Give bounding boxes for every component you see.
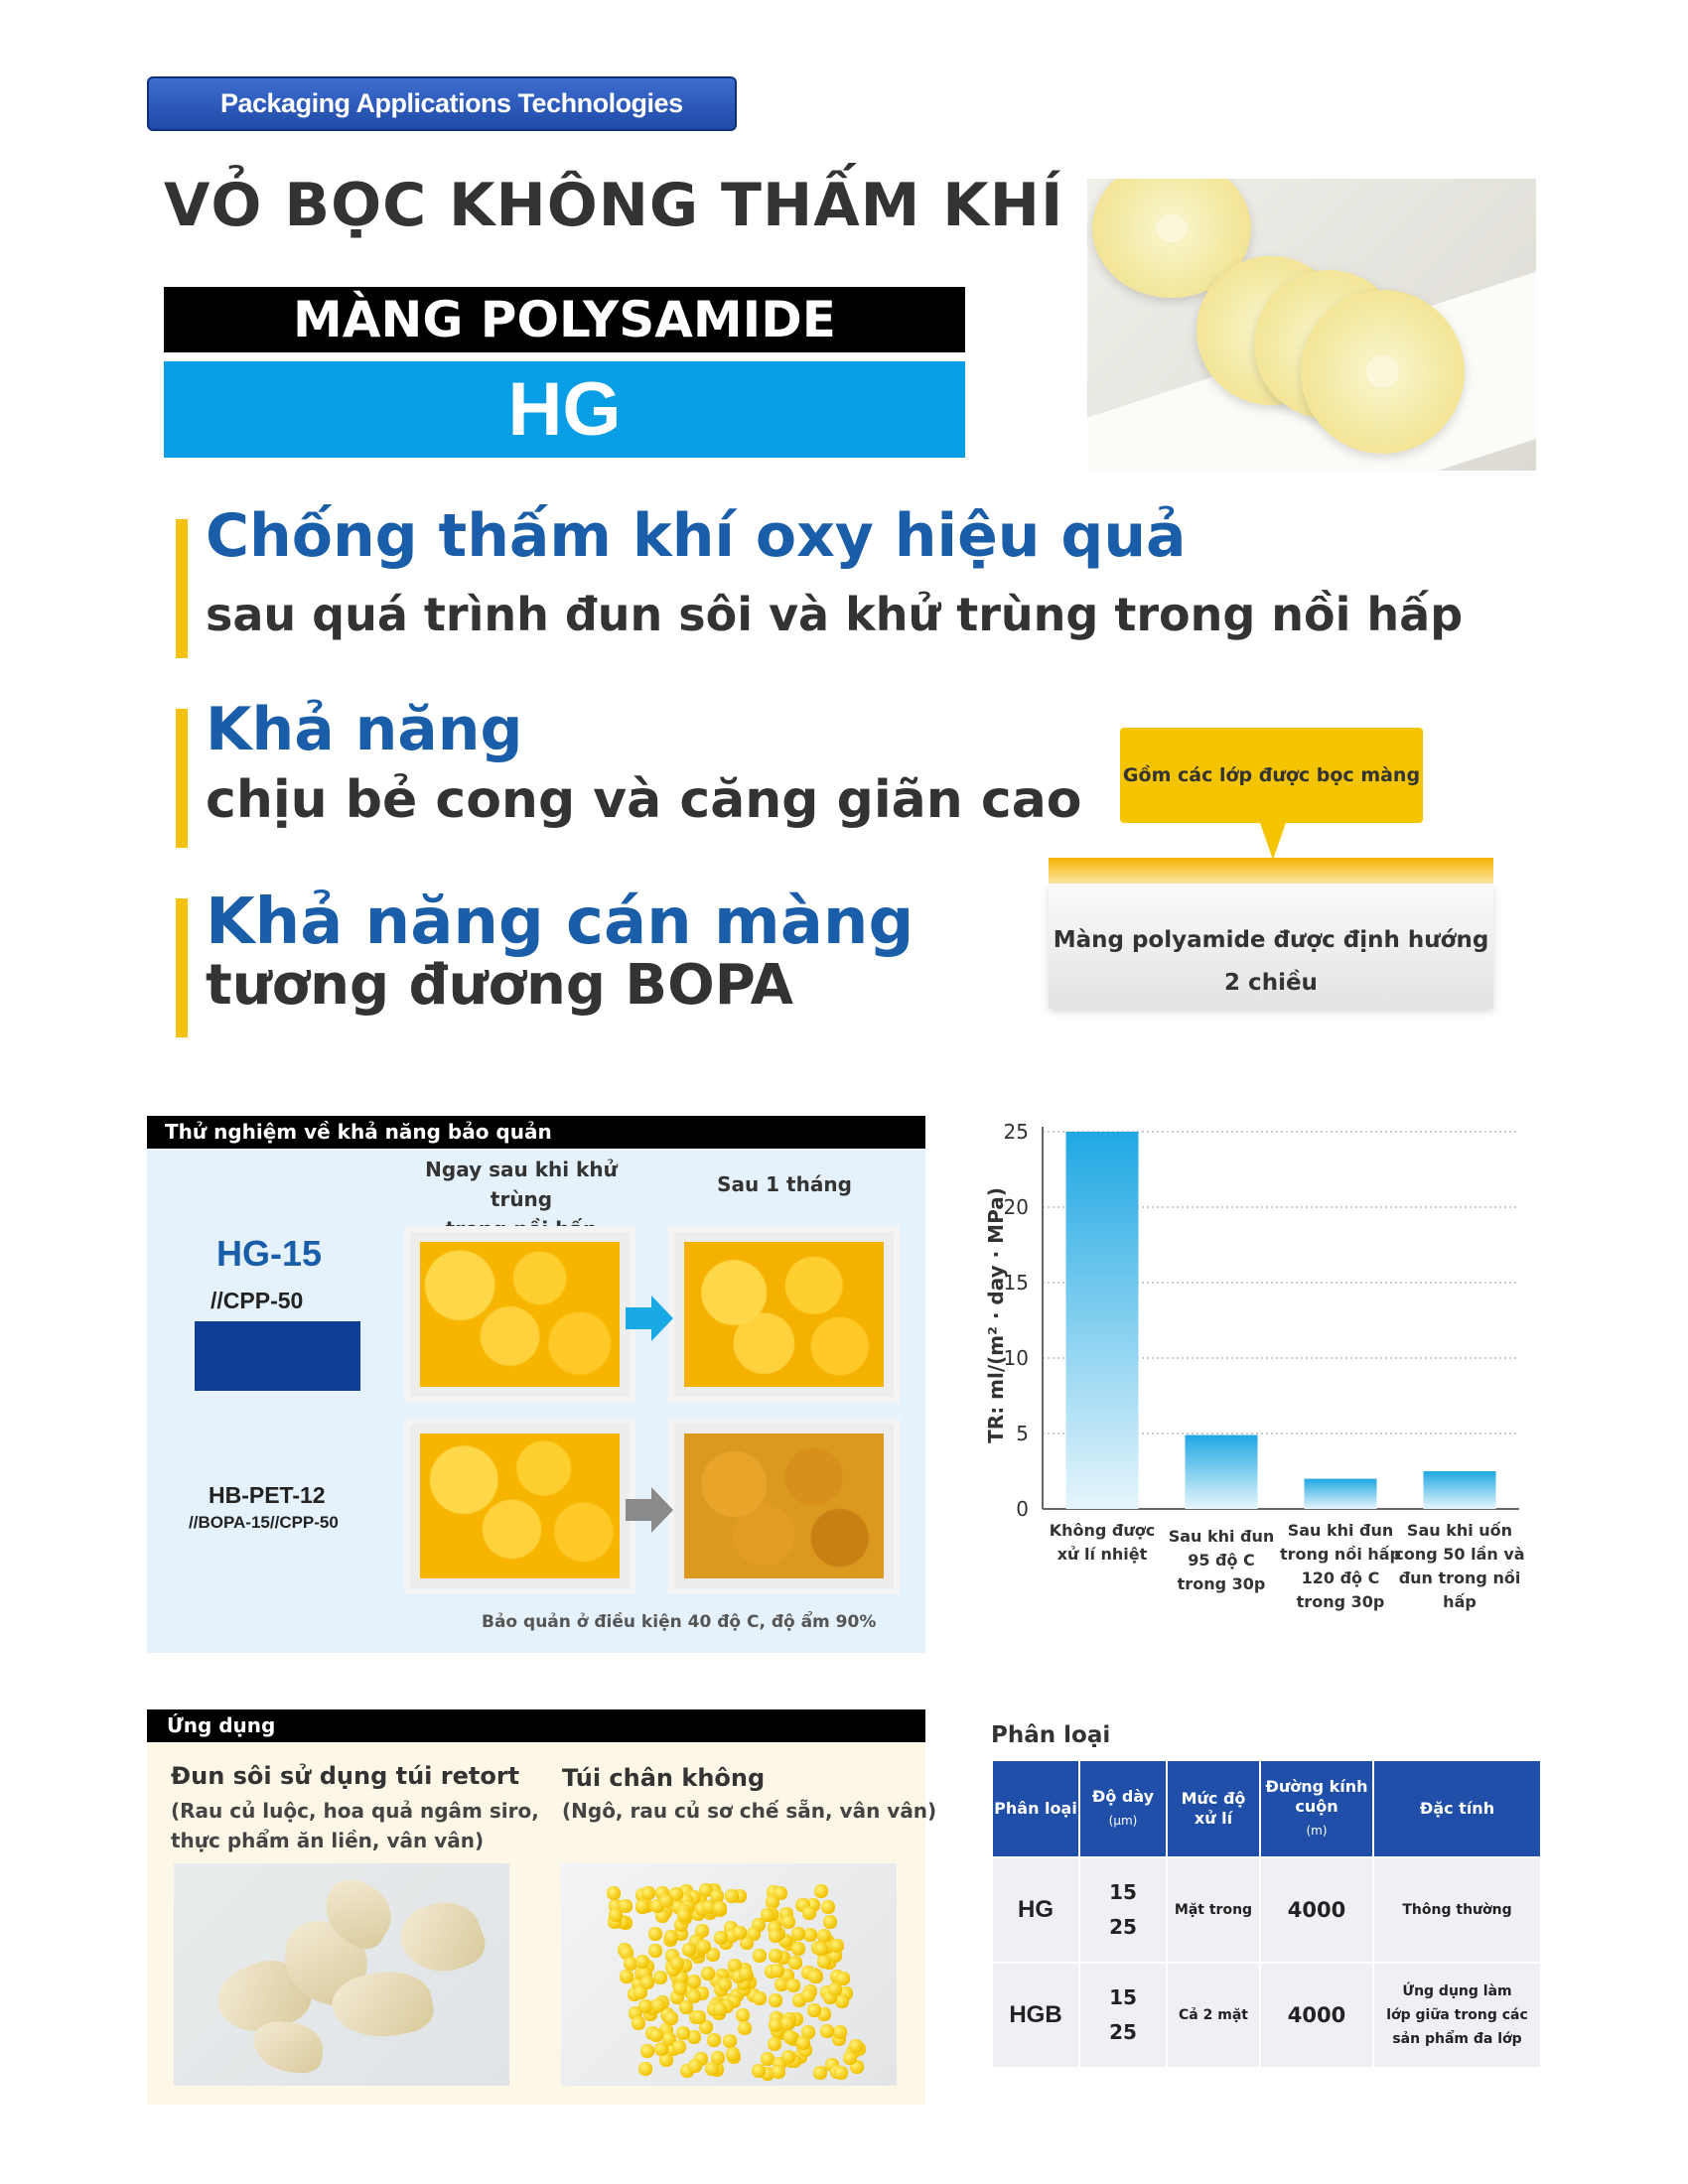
thickness-value: 15 [1109,1880,1137,1904]
callout-pointer [1259,820,1287,860]
corn-kernel [670,1957,684,1971]
corn-kernel [664,1930,678,1944]
thickness-value: 15 [1109,1985,1137,2009]
corn-kernel [769,1929,782,1943]
app-retort-desc: (Rau củ luộc, hoa quả ngâm siro, [171,1799,539,1823]
corn-kernel [802,1906,816,1920]
preservation-test-heading: Thử nghiệm về khả năng bảo quản [147,1116,925,1149]
x-tick-label-line: trong 30p [1177,1574,1266,1593]
film-layer [1049,884,1493,1008]
chart-canvas [973,1117,1589,1534]
corn-kernel [682,1943,696,1957]
corn-kernel [774,1886,787,1900]
classification-title: Phân loại [991,1722,1111,1748]
sample-layer-hbpet: //BOPA-15//CPP-50 [189,1513,339,1532]
col-header-treatment: Mức độ xử lí [1168,1761,1259,1856]
feature-line: Ứng dụng làm [1402,1983,1512,1999]
corn-kernel [638,2062,652,2076]
cell-feature [1374,1964,1540,2067]
corn-kernel [780,2016,794,2030]
corn-kernel [640,2044,654,2058]
x-tick-label-line: Sau khi uốn [1406,1521,1513,1540]
corn-kernel [783,2030,797,2044]
corn-kernel [786,1979,800,1992]
pineapple-photo [1087,179,1536,471]
corn-kernel [769,1993,782,2007]
layer-callout: Gồm các lớp được bọc màng [1120,728,1423,823]
corn-kernel [801,1988,815,2002]
corn-kernel [659,1894,673,1908]
col-header-thickness-unit: (μm) [1108,1814,1138,1828]
corn-kernel [813,2066,827,2080]
corn-kernel [833,2025,847,2039]
x-tick-label-line: Không được [1049,1521,1156,1540]
corn-kernel [739,1967,753,1980]
feature-line: sản phẩm đa lớp [1392,2031,1522,2047]
column-heading-line: Ngay sau khi khử trùng [425,1158,618,1211]
package-photo-hg15-month [668,1226,900,1403]
corn-kernel [688,2059,702,2073]
chart-bar [1305,1479,1377,1509]
package-photo-hbpet-initial [404,1418,635,1594]
corn-kernel [768,2037,781,2051]
y-axis-label: TR: ml/(m² · day · MPa) [984,1187,1008,1443]
corn-kernel [664,2011,678,2025]
col-header-diameter-unit: (m) [1306,1824,1328,1838]
y-tick-label: 10 [1003,1346,1029,1370]
classification-table [991,1759,1542,2069]
corn-kernel [830,1939,844,1953]
thickness-value: 25 [1109,1915,1137,1939]
sample-name-hbpet: HB-PET-12 [209,1482,326,1508]
corn-kernel [653,1971,667,1984]
corn-kernel [807,2003,821,2017]
hg15-color-swatch [195,1321,360,1391]
x-tick-label-line: 120 độ C [1301,1569,1380,1587]
cell-diameter: 4000 [1261,1858,1372,1962]
x-tick-label-line: cong 50 lần và [1394,1545,1525,1564]
corn-photo [561,1863,897,2086]
corn-kernel [635,1955,649,1969]
corn-kernel [834,2066,848,2080]
corn-kernel [791,1942,805,1956]
table-row [993,1858,1540,1962]
col-header-feature: Đặc tính [1374,1761,1540,1856]
feature-accent-bar [176,709,188,848]
corn-kernel [673,1981,687,1995]
x-tick-label-line: trong 30p [1296,1592,1385,1611]
feature-subtext: sau quá trình đun sôi và khử trùng trong nồi hấp [206,588,1464,641]
corn-kernel [753,1949,767,1963]
corn-kernel [828,1982,842,1996]
feature-accent-bar [176,898,188,1037]
y-tick-label: 25 [1003,1120,1029,1144]
corn-kernel [849,2039,863,2053]
corn-kernel [651,1998,665,2012]
column-heading-after-one-month: Sau 1 tháng [717,1172,852,1196]
corn-kernel [823,1915,837,1929]
corn-kernel [738,2021,752,2035]
corn-kernel [820,2024,834,2038]
cell-type: HG [993,1858,1078,1962]
corn-kernel [753,1991,767,2005]
applications-heading: Ứng dụng [147,1709,925,1742]
corn-kernel [635,1899,649,1913]
test-conditions-note: Bảo quản ở điều kiện 40 độ C, độ ẩm 90% [482,1612,877,1632]
col-header-type: Phân loại [993,1761,1078,1856]
feature-heading: Khả năng cán màng [206,886,914,959]
cell-type: HGB [993,1964,1078,2067]
corn-kernel [649,2028,663,2042]
cell-thickness [1080,1858,1166,1962]
corn-kernel [726,2047,740,2061]
corn-kernel [808,1970,822,1983]
cell-feature: Thông thường [1374,1858,1540,1962]
corn-kernel [677,1908,691,1922]
corn-kernel [607,1886,621,1900]
corn-kernel [697,1940,711,1954]
product-name: HG [164,361,965,458]
corn-kernel [640,1976,654,1989]
corn-kernel [707,2033,721,2047]
corn-kernel [781,2050,795,2064]
brand-badge: Packaging Applications Technologies [147,76,737,131]
corn-kernel [620,1970,633,1983]
col-header-thickness-label: Độ dày [1091,1787,1155,1806]
app-retort-desc: thực phẩm ăn liền, vân vân) [171,1829,485,1852]
table-header-row [993,1761,1540,1856]
chart-bar [1424,1471,1496,1509]
x-tick-label-line: xử lí nhiệt [1056,1545,1148,1564]
cell-treatment: Cả 2 mặt [1168,1964,1259,2067]
table-row [993,1964,1540,2067]
corn-kernel [817,1929,831,1943]
y-tick-label: 15 [1003,1271,1029,1295]
bamboo-shoot-photo [174,1863,509,2086]
film-layer-coating [1049,858,1493,884]
arrow-right-icon-gray [626,1487,675,1533]
thickness-value: 25 [1109,2020,1137,2044]
corn-kernel [648,1927,662,1941]
corn-kernel [736,2008,750,2022]
chart-bar [1186,1435,1258,1509]
corn-kernel [725,1889,739,1903]
feature-line: lớp giữa trong các [1386,2007,1528,2023]
x-tick-label-line: Sau khi đun [1168,1527,1275,1546]
corn-kernel [761,1908,774,1922]
corn-kernel [672,2040,686,2054]
corn-kernel [752,2064,766,2078]
feature-heading: Chống thấm khí oxy hiệu quả [206,501,1187,571]
corn-kernel [692,2010,706,2024]
y-tick-label: 0 [1016,1497,1029,1521]
corn-kernel [718,1978,732,1991]
sample-layer-hg15: //CPP-50 [211,1288,304,1313]
cell-diameter: 4000 [1261,1964,1372,2067]
feature-accent-bar [176,519,188,658]
film-label-line2: 2 chiều [1224,970,1318,996]
app-vacuum-title: Túi chân không [562,1764,766,1792]
page-title: VỎ BỌC KHÔNG THẤM KHÍ [164,171,1064,240]
corn-kernel [654,2042,668,2056]
corn-kernel [791,1927,805,1941]
feature-heading: Khả năng [206,695,523,764]
corn-kernel [641,1886,655,1900]
x-tick-label-line: Sau khi đun [1287,1521,1394,1540]
cell-treatment: Mặt trong [1168,1858,1259,1962]
feature-subtext: chịu bẻ cong và căng giãn cao [206,770,1082,830]
x-tick-label-line: đun trong nồi hấp [1398,1569,1521,1611]
corn-kernel [781,1915,795,1929]
corn-kernel [687,1975,701,1988]
package-photo-hbpet-month [668,1418,900,1594]
x-tick-label [1385,1519,1534,1614]
app-retort-title: Đun sôi sử dụng túi retort [171,1762,520,1790]
arrow-right-icon-blue [626,1296,675,1341]
corn-kernel [713,1901,727,1915]
corn-kernel [821,1900,835,1914]
col-header-diameter-label: Đường kính cuộn [1265,1777,1368,1816]
y-tick-label: 5 [1016,1422,1029,1445]
corn-kernel [648,1944,662,1958]
chart-bar [1066,1132,1139,1509]
y-tick-label: 20 [1003,1195,1029,1219]
feature-subtext: tương đương BOPA [206,953,793,1018]
app-vacuum-desc: (Ngô, rau củ sơ chế sẵn, vân vân) [562,1799,937,1823]
cell-thickness [1080,1964,1166,2067]
corn-kernel [713,2002,727,2016]
corn-kernel [705,2062,719,2076]
corn-kernel [632,2016,645,2030]
package-photo-hg15-initial [404,1226,635,1403]
x-tick-label-line: trong nồi hấp [1279,1545,1402,1564]
sample-name-hg15: HG-15 [216,1233,323,1274]
corn-kernel [796,2036,810,2050]
corn-kernel [687,1989,701,2003]
product-subtitle: MÀNG POLYSAMIDE [164,287,965,352]
corn-kernel [772,2065,785,2079]
col-header-thickness [1080,1761,1166,1856]
film-label-line1: Màng polyamide được định hướng [1053,927,1489,953]
corn-kernel [769,1949,782,1963]
col-header-diameter [1261,1761,1372,1856]
corn-kernel [788,1956,802,1970]
corn-kernel [701,1967,715,1980]
x-tick-label-line: 95 độ C [1188,1551,1255,1570]
permeability-chart [973,1117,1589,1633]
corn-kernel [814,1884,828,1898]
